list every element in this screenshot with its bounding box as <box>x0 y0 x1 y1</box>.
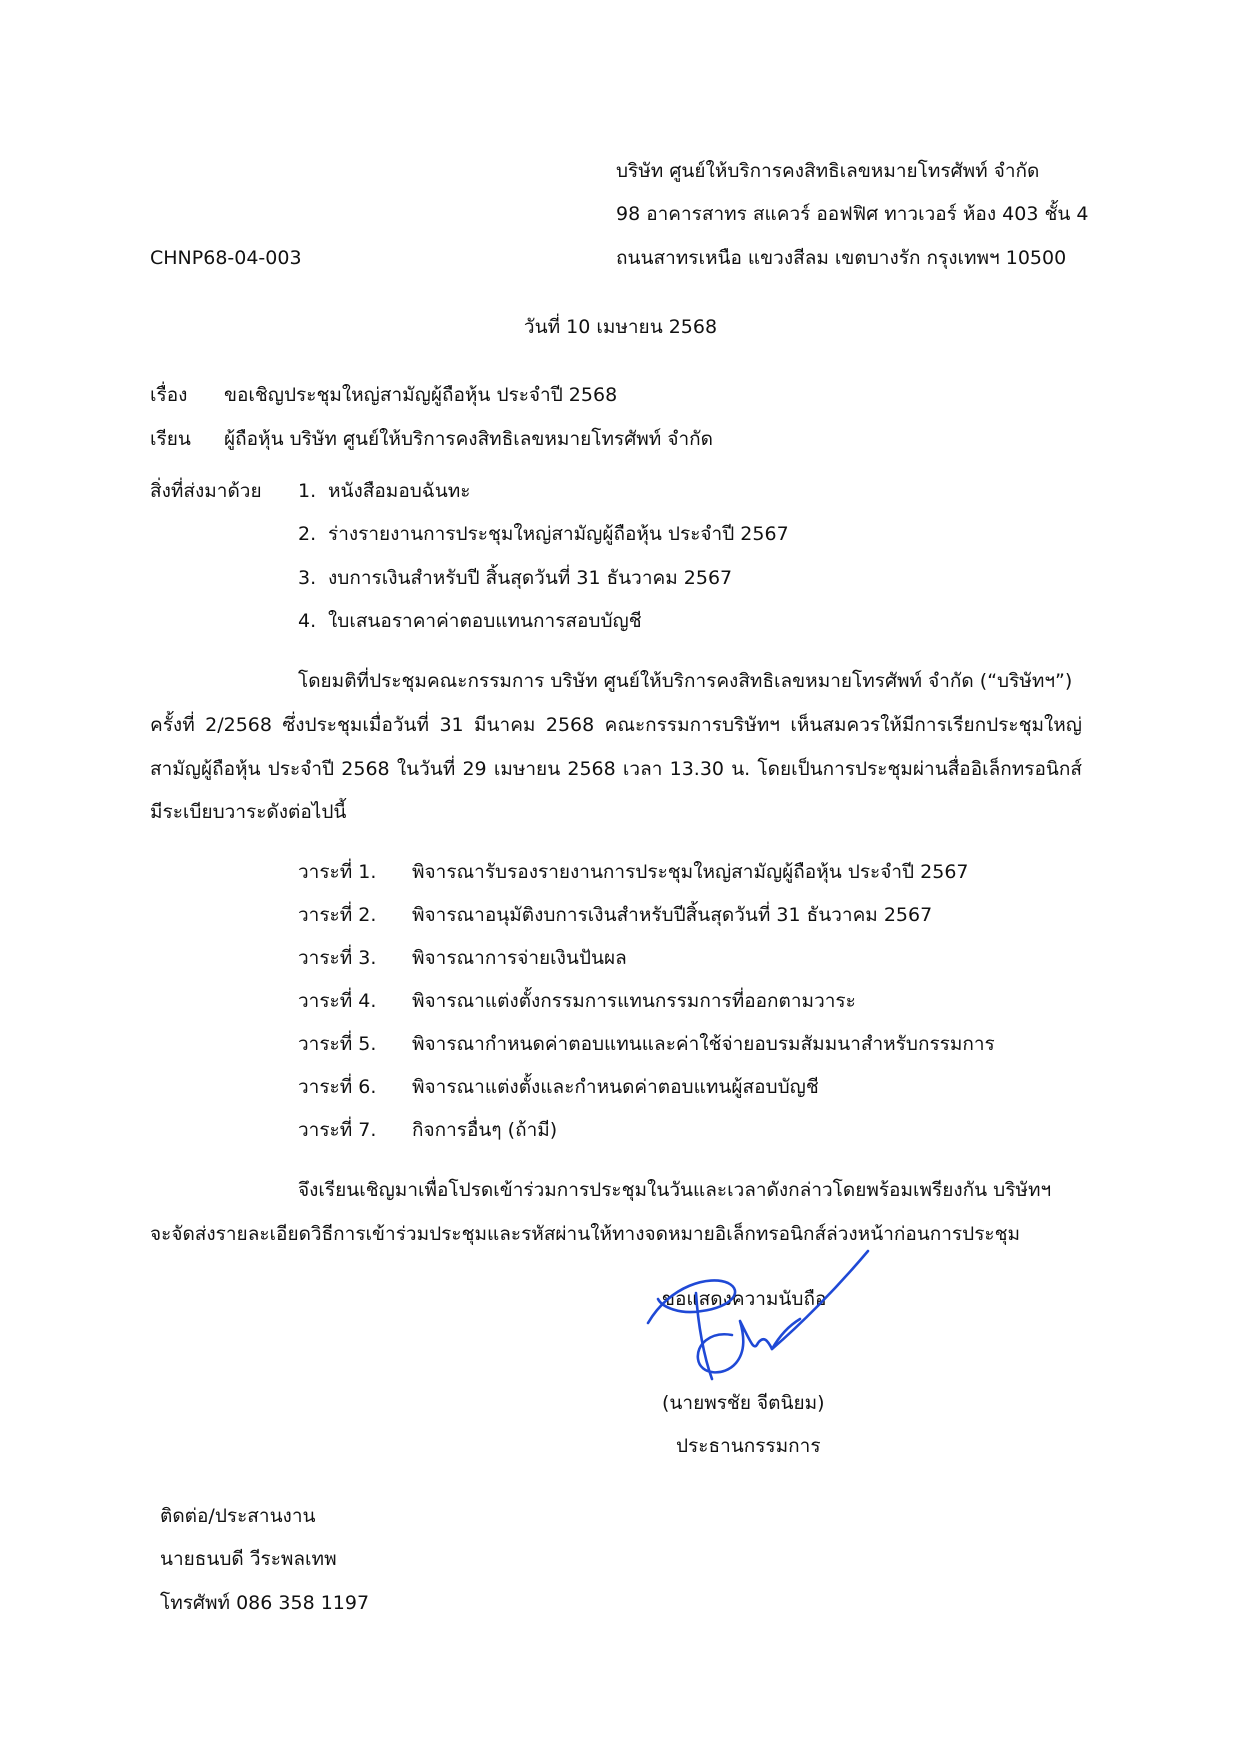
agenda-item: พิจารณากำหนดค่าตอบแทนและค่าใช้จ่ายอบรมสัมมนาสำหรับกรรมการ <box>412 1033 995 1055</box>
contact-phone: โทรศัพท์ 086 358 1197 <box>160 1592 370 1614</box>
agenda-label: วาระที่ 3. <box>298 947 377 969</box>
attachment-number: 2. <box>298 523 317 545</box>
signatory-name: (นายพรชัย จีตนิยม) <box>662 1392 825 1414</box>
attachment-item: ร่างรายงานการประชุมใหญ่สามัญผู้ถือหุ้น ประจำปี 2567 <box>328 523 789 545</box>
agenda-label: วาระที่ 4. <box>298 990 377 1012</box>
body-paragraph-line: ครั้งที่ 2/2568 ซึ่งประชุมเมื่อวันที่ 31 มีนาคม 2568 คณะกรรมการบริษัทฯ เห็นสมควรให้มีการเรียกประชุมใหญ่ <box>150 714 1082 736</box>
agenda-label: วาระที่ 2. <box>298 904 377 926</box>
attachments-label: สิ่งที่ส่งมาด้วย <box>150 480 262 502</box>
agenda-label: วาระที่ 7. <box>298 1119 377 1141</box>
signature-image <box>640 1245 880 1405</box>
recipient-label: เรียน <box>150 428 191 450</box>
body-paragraph-line: โดยมติที่ประชุมคณะกรรมการ บริษัท ศูนย์ให้บริการคงสิทธิเลขหมายโทรศัพท์ จำกัด (“บริษัทฯ”) <box>298 670 1073 692</box>
signature-strokes <box>648 1251 868 1379</box>
company-name-line: บริษัท ศูนย์ให้บริการคงสิทธิเลขหมายโทรศัพท์ จำกัด <box>616 160 1040 182</box>
agenda-label: วาระที่ 6. <box>298 1076 377 1098</box>
signatory-position: ประธานกรรมการ <box>676 1435 821 1457</box>
agenda-label: วาระที่ 1. <box>298 861 377 883</box>
agenda-item: กิจการอื่นๆ (ถ้ามี) <box>412 1119 558 1141</box>
reference-number: CHNP68-04-003 <box>150 247 302 269</box>
attachment-item: ใบเสนอราคาค่าตอบแทนการสอบบัญชี <box>328 610 642 632</box>
letter-date: วันที่ 10 เมษายน 2568 <box>523 316 718 338</box>
closing-paragraph-line: จะจัดส่งรายละเอียดวิธีการเข้าร่วมประชุมและรหัสผ่านให้ทางจดหมายอิเล็กทรอนิกส์ล่วงหน้าก่อนการประชุม <box>150 1223 1021 1245</box>
company-address-line: 98 อาคารสาทร สแควร์ ออฟฟิศ ทาวเวอร์ ห้อง 403 ชั้น 4 <box>616 203 1089 225</box>
agenda-item: พิจารณาการจ่ายเงินปันผล <box>412 947 627 969</box>
subject-text: ขอเชิญประชุมใหญ่สามัญผู้ถือหุ้น ประจำปี 2568 <box>224 384 618 406</box>
attachment-item: หนังสือมอบฉันทะ <box>328 480 471 502</box>
body-paragraph-line: มีระเบียบวาระดังต่อไปนี้ <box>150 801 347 823</box>
agenda-item: พิจารณาแต่งตั้งและกำหนดค่าตอบแทนผู้สอบบัญชี <box>412 1076 819 1098</box>
body-paragraph-line: สามัญผู้ถือหุ้น ประจำปี 2568 ในวันที่ 29 เมษายน 2568 เวลา 13.30 น. โดยเป็นการประชุมผ่านสื่ออิเล็กทรอนิกส์ <box>150 758 1082 780</box>
agenda-label: วาระที่ 5. <box>298 1033 377 1055</box>
recipient-text: ผู้ถือหุ้น บริษัท ศูนย์ให้บริการคงสิทธิเลขหมายโทรศัพท์ จำกัด <box>224 428 713 450</box>
attachment-number: 1. <box>298 480 317 502</box>
closing-paragraph-line: จึงเรียนเชิญมาเพื่อโปรดเข้าร่วมการประชุมในวันและเวลาดังกล่าวโดยพร้อมเพรียงกัน บริษัทฯ <box>298 1179 1052 1201</box>
closing-salutation: ขอแสดงความนับถือ <box>662 1288 827 1310</box>
attachment-number: 3. <box>298 567 317 589</box>
contact-name: นายธนบดี วีระพลเทพ <box>160 1548 337 1570</box>
attachment-item: งบการเงินสำหรับปี สิ้นสุดวันที่ 31 ธันวาคม 2567 <box>328 567 733 589</box>
contact-title: ติดต่อ/ประสานงาน <box>160 1505 316 1527</box>
subject-label: เรื่อง <box>150 384 188 406</box>
company-address-line: ถนนสาทรเหนือ แขวงสีลม เขตบางรัก กรุงเทพฯ 10500 <box>616 247 1067 269</box>
agenda-item: พิจารณาแต่งตั้งกรรมการแทนกรรมการที่ออกตามวาระ <box>412 990 856 1012</box>
agenda-item: พิจารณาอนุมัติงบการเงินสำหรับปีสิ้นสุดวันที่ 31 ธันวาคม 2567 <box>412 904 933 926</box>
attachment-number: 4. <box>298 610 317 632</box>
agenda-item: พิจารณารับรองรายงานการประชุมใหญ่สามัญผู้ถือหุ้น ประจำปี 2567 <box>412 861 969 883</box>
